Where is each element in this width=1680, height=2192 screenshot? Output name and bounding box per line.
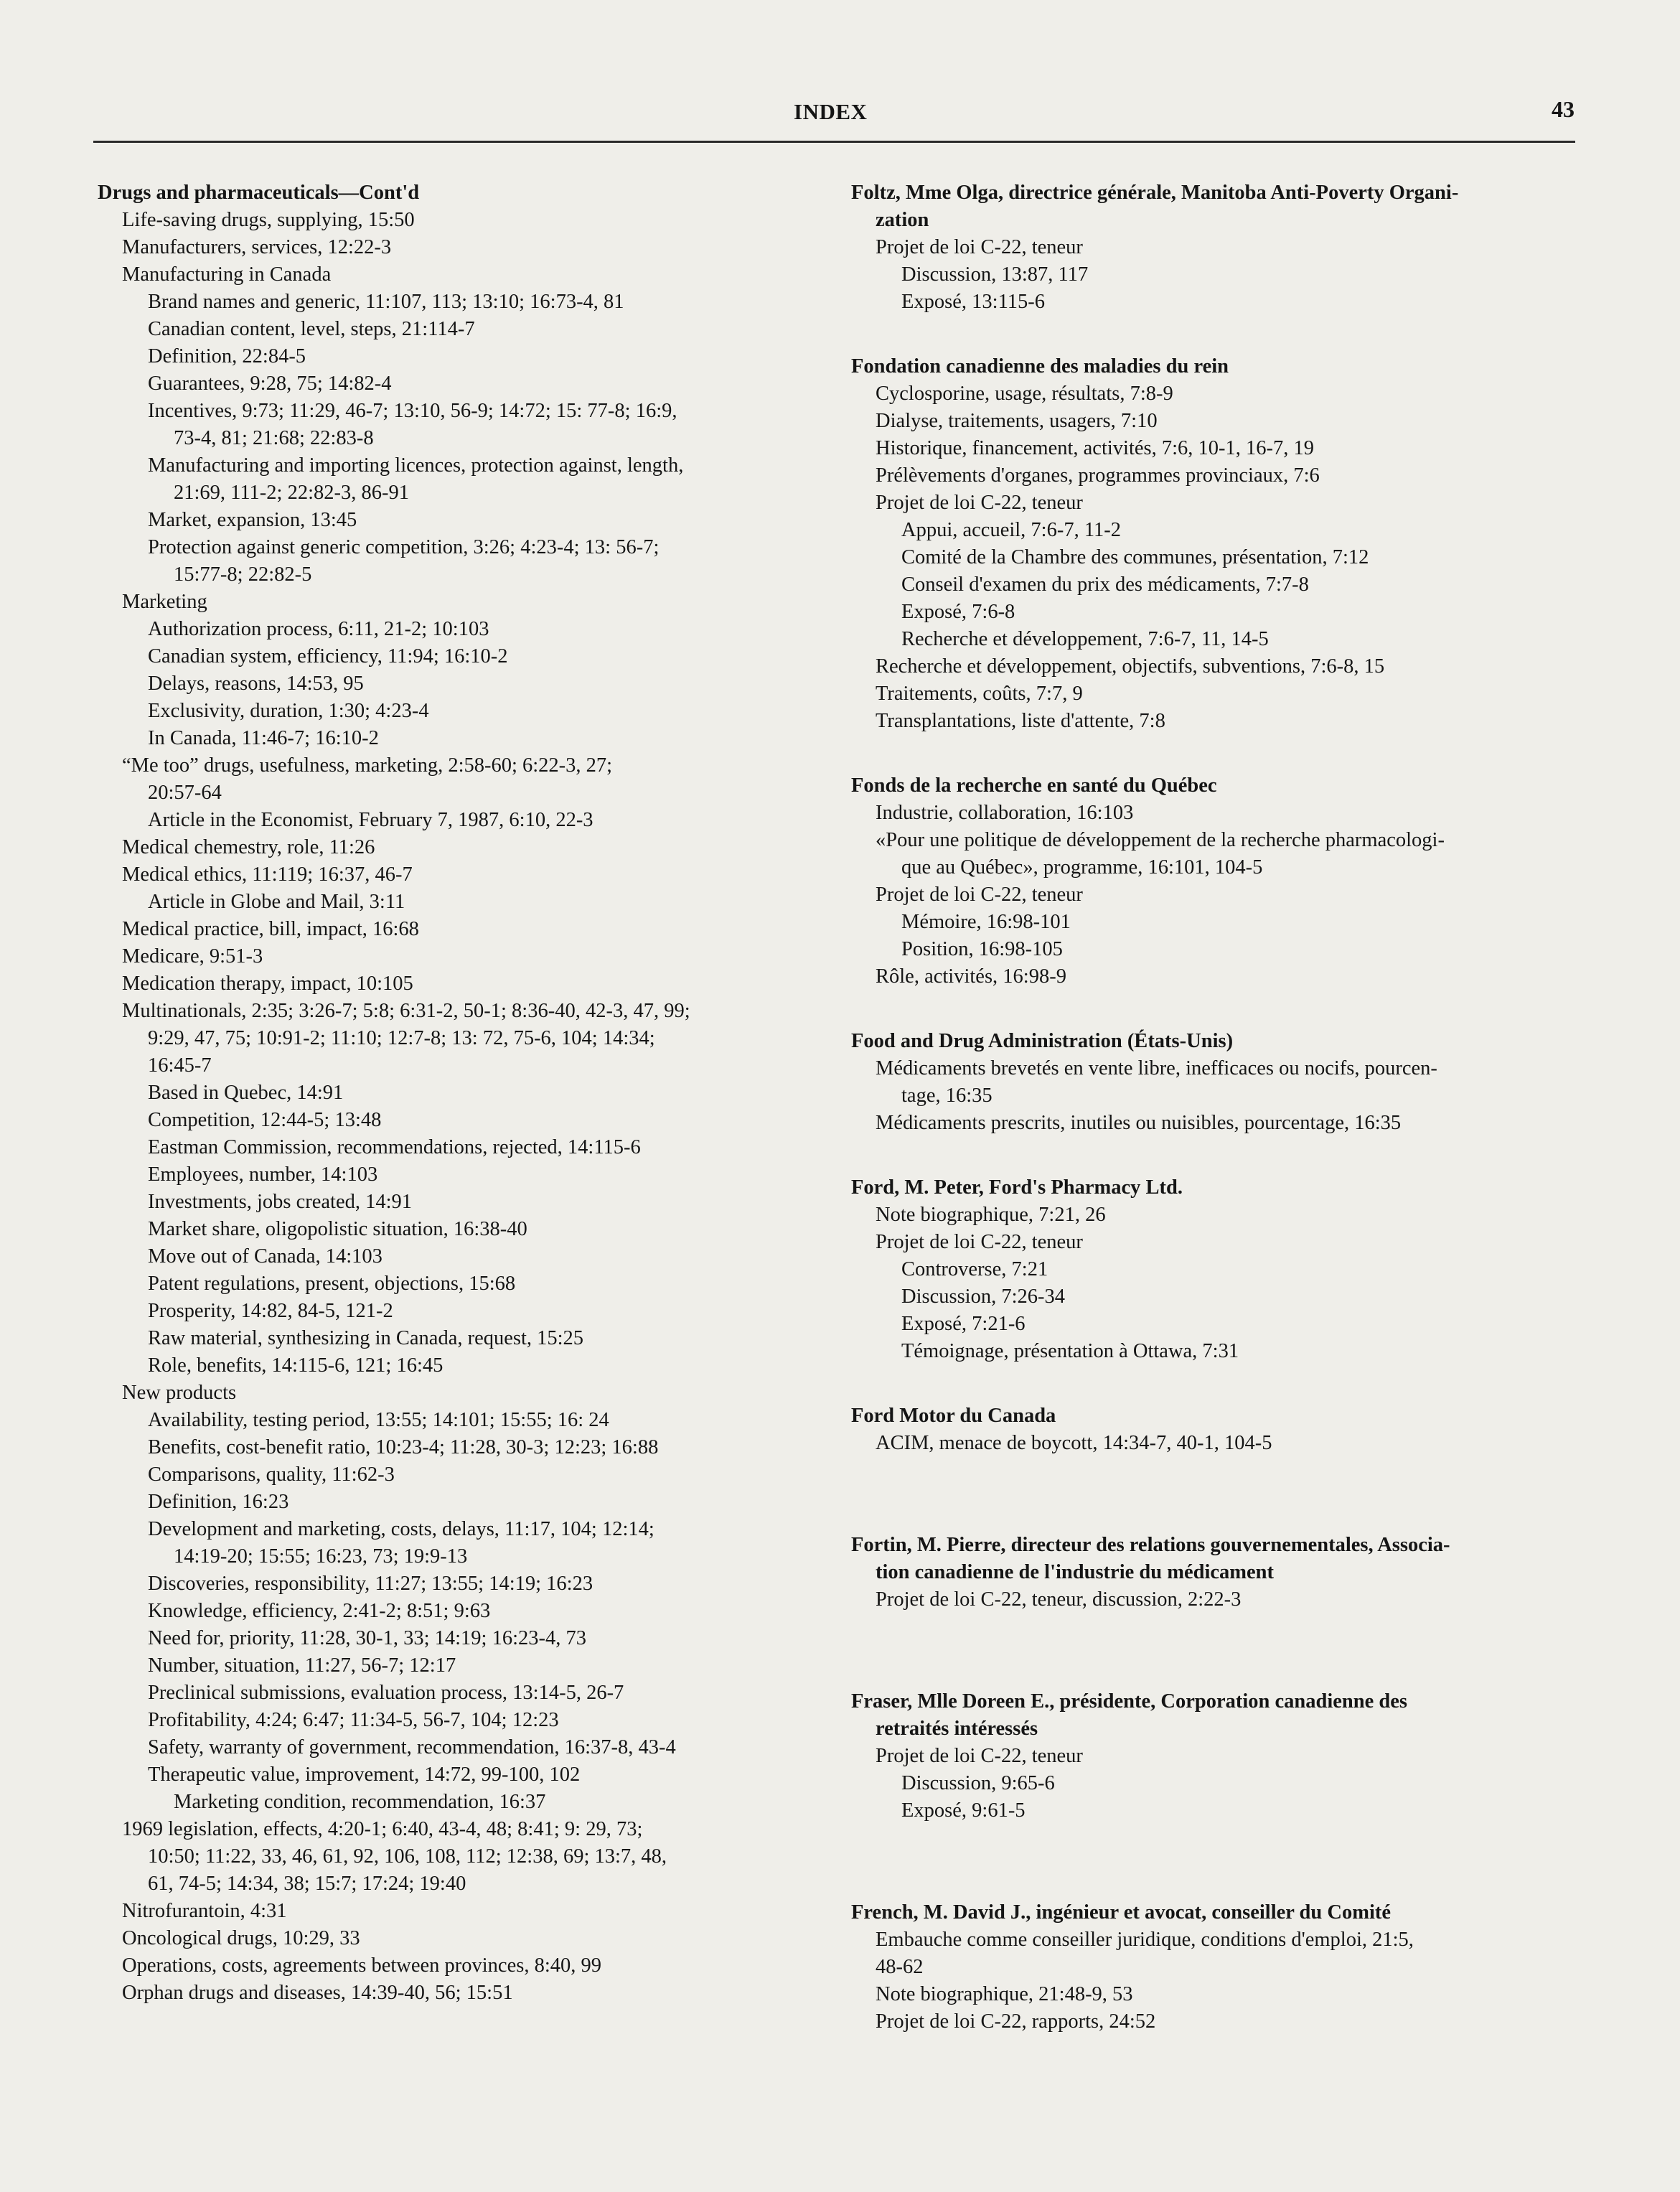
index-entry: Note biographique, 7:21, 26 (876, 1204, 1106, 1226)
index-heading: retraités intéressés (876, 1718, 1038, 1740)
index-entry: 73-4, 81; 21:68; 22:83-8 (174, 427, 374, 449)
index-heading: French, M. David J., ingénieur et avocat, conseiller du Comité (851, 1901, 1392, 1924)
index-entry: Preclinical submissions, evaluation process, 13:14-5, 26-7 (148, 1682, 624, 1704)
entry-gap (851, 1457, 1605, 1494)
index-entry: Manufacturers, services, 12:22-3 (122, 236, 392, 258)
index-entry: Exclusivity, duration, 1:30; 4:23-4 (148, 700, 429, 722)
entry-gap (851, 1825, 1605, 1862)
index-entry: Guarantees, 9:28, 75; 14:82-4 (148, 373, 392, 395)
index-entry: Discussion, 9:65-6 (901, 1772, 1055, 1794)
index-entry: Medical ethics, 11:119; 16:37, 46-7 (122, 863, 413, 886)
index-entry: Delays, reasons, 14:53, 95 (148, 673, 364, 695)
index-entry: 61, 74-5; 14:34, 38; 15:7; 17:24; 19:40 (148, 1873, 466, 1895)
running-head: INDEX (794, 99, 868, 124)
index-entry: “Me too” drugs, usefulness, marketing, 2:58-60; 6:22-3, 27; (122, 754, 613, 777)
index-entry: 21:69, 111-2; 22:82-3, 86-91 (174, 482, 409, 504)
index-entry: Manufacturing and importing licences, protection against, length, (148, 454, 684, 477)
index-entry: Exposé, 13:115-6 (901, 291, 1046, 313)
index-entry: que au Québec», programme, 16:101, 104-5 (901, 856, 1263, 879)
index-entry: Projet de loi C-22, teneur, discussion, 2:22-3 (876, 1588, 1242, 1611)
index-entry: Projet de loi C-22, teneur (876, 1745, 1083, 1767)
index-heading: Fondation canadienne des maladies du rein (851, 355, 1229, 378)
index-entry: Number, situation, 11:27, 56-7; 12:17 (148, 1654, 456, 1677)
index-entry: Multinationals, 2:35; 3:26-7; 5:8; 6:31-2, 50-1; 8:36-40, 42-3, 47, 99; (122, 1000, 690, 1022)
entry-gap (851, 1137, 1605, 1174)
index-entry: Projet de loi C-22, teneur (876, 492, 1083, 514)
index-entry: Medicare, 9:51-3 (122, 945, 263, 968)
index-heading: Ford, M. Peter, Ford's Pharmacy Ltd. (851, 1176, 1183, 1199)
index-entry: Exposé, 9:61-5 (901, 1799, 1026, 1822)
index-entry: Médicaments brevetés en vente libre, inefficaces ou nocifs, pourcen- (876, 1057, 1437, 1079)
index-entry: Eastman Commission, recommendations, rejected, 14:115-6 (148, 1136, 641, 1158)
index-entry: Incentives, 9:73; 11:29, 46-7; 13:10, 56-9; 14:72; 15: 77-8; 16:9, (148, 400, 677, 422)
index-heading: zation (876, 209, 929, 231)
index-heading: Food and Drug Administration (États-Unis) (851, 1030, 1234, 1052)
index-entry: Competition, 12:44-5; 13:48 (148, 1109, 382, 1131)
index-entry: Operations, costs, agreements between provinces, 8:40, 99 (122, 1954, 601, 1977)
index-entry: Raw material, synthesizing in Canada, request, 15:25 (148, 1327, 584, 1349)
index-entry: Exposé, 7:6-8 (901, 601, 1015, 623)
index-entry: 1969 legislation, effects, 4:20-1; 6:40, 43-4, 48; 8:41; 9: 29, 73; (122, 1818, 643, 1840)
index-entry: Cyclosporine, usage, résultats, 7:8-9 (876, 383, 1173, 405)
index-entry: «Pour une politique de développement de la recherche pharmacologi- (876, 829, 1445, 851)
index-entry: Traitements, coûts, 7:7, 9 (876, 683, 1083, 705)
index-entry: Conseil d'examen du prix des médicaments, 7:7-8 (901, 573, 1309, 596)
index-entry: Protection against generic competition, 3:26; 4:23-4; 13: 56-7; (148, 536, 660, 558)
index-entry: 15:77-8; 22:82-5 (174, 563, 312, 586)
index-entry: Discoveries, responsibility, 11:27; 13:55; 14:19; 16:23 (148, 1573, 593, 1595)
right-column (851, 179, 1605, 2036)
index-entry: Marketing condition, recommendation, 16:37 (174, 1791, 546, 1813)
entry-gap (851, 1613, 1605, 1651)
entry-gap (851, 316, 1605, 353)
index-entry: Based in Quebec, 14:91 (148, 1082, 344, 1104)
entry-gap (851, 1365, 1605, 1402)
index-entry: tage, 16:35 (901, 1085, 992, 1107)
index-entry: Orphan drugs and diseases, 14:39-40, 56; 15:51 (122, 1982, 513, 2004)
index-entry: 16:45-7 (148, 1054, 212, 1077)
left-column (98, 179, 826, 2007)
index-entry: Definition, 22:84-5 (148, 345, 306, 367)
index-heading: Ford Motor du Canada (851, 1405, 1056, 1427)
index-entry: Industrie, collaboration, 16:103 (876, 802, 1134, 824)
index-entry: 48-62 (876, 1956, 924, 1978)
index-entry: Therapeutic value, improvement, 14:72, 99-100, 102 (148, 1764, 581, 1786)
index-entry: Medical chemestry, role, 11:26 (122, 836, 375, 858)
index-entry: Discussion, 13:87, 117 (901, 263, 1089, 286)
index-entry: Témoignage, présentation à Ottawa, 7:31 (901, 1340, 1239, 1362)
entry-gap (851, 1862, 1605, 1899)
index-entry: Projet de loi C-22, teneur (876, 1231, 1083, 1253)
index-entry: Need for, priority, 11:28, 30-1, 33; 14:19; 16:23-4, 73 (148, 1627, 586, 1649)
page-number: 43 (1552, 96, 1575, 122)
index-entry: Availability, testing period, 13:55; 14:101; 15:55; 16: 24 (148, 1409, 609, 1431)
index-entry: Projet de loi C-22, teneur (876, 884, 1083, 906)
index-entry: Article in the Economist, February 7, 1987, 6:10, 22-3 (148, 809, 593, 831)
index-entry: 14:19-20; 15:55; 16:23, 73; 19:9-13 (174, 1545, 468, 1568)
index-heading: Fraser, Mlle Doreen E., présidente, Corporation canadienne des (851, 1690, 1407, 1713)
header-rule (93, 141, 1575, 143)
index-entry: Brand names and generic, 11:107, 113; 13:10; 16:73-4, 81 (148, 291, 624, 313)
index-entry: Life-saving drugs, supplying, 15:50 (122, 209, 415, 231)
index-entry: Role, benefits, 14:115-6, 121; 16:45 (148, 1354, 444, 1377)
index-entry: Definition, 16:23 (148, 1491, 289, 1513)
entry-gap (851, 735, 1605, 772)
index-entry: 20:57-64 (148, 782, 222, 804)
index-entry: Mémoire, 16:98-101 (901, 911, 1071, 933)
index-entry: Market share, oligopolistic situation, 16:38-40 (148, 1218, 527, 1240)
index-heading: Fonds de la recherche en santé du Québec (851, 774, 1217, 797)
index-entry: Authorization process, 6:11, 21-2; 10:103 (148, 618, 489, 640)
index-entry: Manufacturing in Canada (122, 263, 332, 286)
index-entry: Medical practice, bill, impact, 16:68 (122, 918, 419, 940)
index-entry: Position, 16:98-105 (901, 938, 1063, 960)
entry-gap (851, 1494, 1605, 1532)
index-heading: Fortin, M. Pierre, directeur des relations gouvernementales, Associa- (851, 1534, 1450, 1556)
index-entry: Market, expansion, 13:45 (148, 509, 357, 531)
index-entry: 10:50; 11:22, 33, 46, 61, 92, 106, 108, 112; 12:38, 69; 13:7, 48, (148, 1845, 667, 1868)
index-entry: Projet de loi C-22, rapports, 24:52 (876, 2010, 1156, 2033)
index-entry: Prélèvements d'organes, programmes provinciaux, 7:6 (876, 464, 1320, 487)
index-entry: Safety, warranty of government, recommendation, 16:37-8, 43-4 (148, 1736, 676, 1758)
index-entry: Médicaments prescrits, inutiles ou nuisibles, pourcentage, 16:35 (876, 1112, 1402, 1134)
index-entry: Knowledge, efficiency, 2:41-2; 8:51; 9:63 (148, 1600, 491, 1622)
index-entry: Comparisons, quality, 11:62-3 (148, 1463, 395, 1486)
entry-gap (851, 990, 1605, 1028)
index-entry: Prosperity, 14:82, 84-5, 121-2 (148, 1300, 393, 1322)
index-entry: In Canada, 11:46-7; 16:10-2 (148, 727, 379, 749)
index-entry: Embauche comme conseiller juridique, conditions d'emploi, 21:5, (876, 1929, 1414, 1951)
index-entry: Employees, number, 14:103 (148, 1163, 378, 1186)
index-entry: Move out of Canada, 14:103 (148, 1245, 383, 1268)
index-entry: Medication therapy, impact, 10:105 (122, 973, 413, 995)
index-entry: Canadian content, level, steps, 21:114-7 (148, 318, 475, 340)
index-entry: Appui, accueil, 7:6-7, 11-2 (901, 519, 1122, 541)
index-entry: Rôle, activités, 16:98-9 (876, 965, 1066, 988)
index-entry: ACIM, menace de boycott, 14:34-7, 40-1, 104-5 (876, 1432, 1272, 1454)
index-entry: Development and marketing, costs, delays, 11:17, 104; 12:14; (148, 1518, 654, 1540)
index-entry: Oncological drugs, 10:29, 33 (122, 1927, 360, 1949)
index-entry: Note biographique, 21:48-9, 53 (876, 1983, 1133, 2005)
index-heading: Foltz, Mme Olga, directrice générale, Manitoba Anti-Poverty Organi- (851, 182, 1459, 204)
index-entry: Benefits, cost-benefit ratio, 10:23-4; 11:28, 30-3; 12:23; 16:88 (148, 1436, 659, 1458)
index-entry: Projet de loi C-22, teneur (876, 236, 1083, 258)
index-entry: Canadian system, efficiency, 11:94; 16:10-2 (148, 645, 508, 668)
index-entry: New products (122, 1382, 237, 1404)
index-heading: tion canadienne de l'industrie du médicament (876, 1561, 1274, 1583)
index-entry: Recherche et développement, objectifs, subventions, 7:6-8, 15 (876, 655, 1385, 678)
index-entry: Comité de la Chambre des communes, présentation, 7:12 (901, 546, 1369, 568)
index-heading: Drugs and pharmaceuticals—Cont'd (98, 182, 420, 204)
index-entry: Article in Globe and Mail, 3:11 (148, 891, 405, 913)
entry-gap (851, 1651, 1605, 1688)
index-entry: Nitrofurantoin, 4:31 (122, 1900, 287, 1922)
index-entry: Recherche et développement, 7:6-7, 11, 14-5 (901, 628, 1269, 650)
index-entry: Transplantations, liste d'attente, 7:8 (876, 710, 1165, 732)
index-entry: Discussion, 7:26-34 (901, 1285, 1065, 1308)
index-entry: 9:29, 47, 75; 10:91-2; 11:10; 12:7-8; 13: 72, 75-6, 104; 14:34; (148, 1027, 655, 1049)
index-entry: Patent regulations, present, objections, 15:68 (148, 1273, 516, 1295)
index-entry: Exposé, 7:21-6 (901, 1313, 1026, 1335)
index-entry: Historique, financement, activités, 7:6, 10-1, 16-7, 19 (876, 437, 1315, 459)
index-entry: Profitability, 4:24; 6:47; 11:34-5, 56-7, 104; 12:23 (148, 1709, 559, 1731)
index-entry: Dialyse, traitements, usagers, 7:10 (876, 410, 1158, 432)
index-entry: Investments, jobs created, 14:91 (148, 1191, 413, 1213)
index-entry: Controverse, 7:21 (901, 1258, 1048, 1280)
index-entry: Marketing (122, 591, 207, 613)
